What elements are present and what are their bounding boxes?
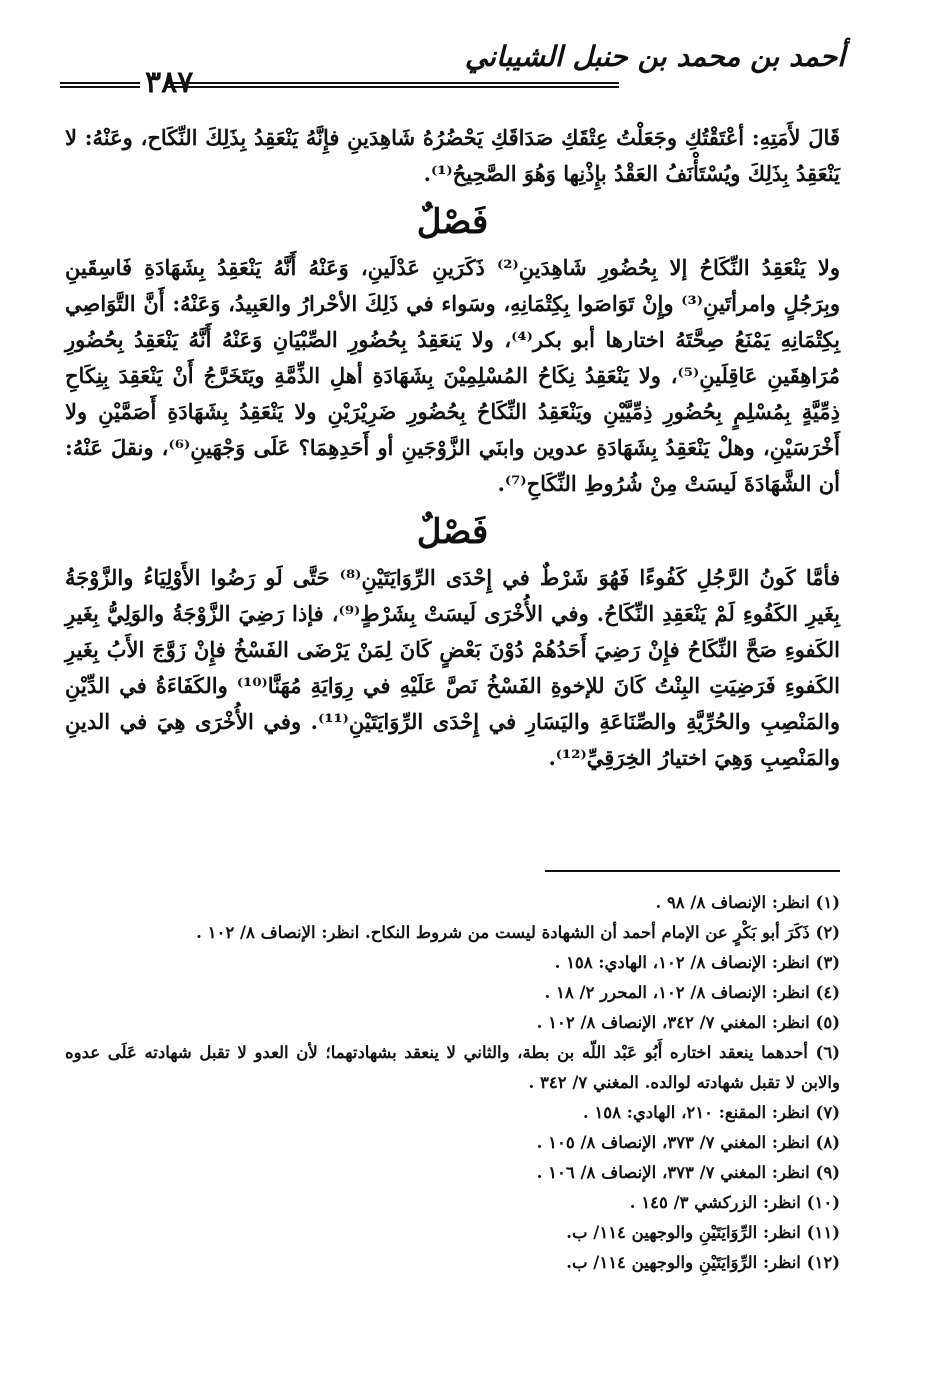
page-number: ٣٨٧: [145, 65, 194, 100]
footnote-5: (٥) انظر: المغني ٧/ ٣٤٢، الإنصاف ٨/ ١٠٢ .: [536, 1013, 840, 1032]
footnote-7: (٧) انظر: المقنع: ٢١٠، الهادي: ١٥٨ .: [582, 1103, 840, 1122]
footnote-2: (٢) ذَكَرَ أبو بَكْرٍ عن الإمام أحمد أن الشهادة ليست من شروط النكاح. انظر: الإنصاف ٨/ ١٠٢ .: [196, 923, 840, 942]
footnote-9: (٩) انظر: المغني ٧/ ٣٧٣، الإنصاف ٨/ ١٠٦ .: [536, 1163, 840, 1182]
footnote-1: (١) انظر: الإنصاف ٨/ ٩٨ .: [655, 893, 840, 912]
footnote-3: (٣) انظر: الإنصاف ٨/ ١٠٢، الهادي: ١٥٨ .: [554, 953, 840, 972]
footnote-8: (٨) انظر: المغني ٧/ ٣٧٣، الإنصاف ٨/ ١٠٥ .: [536, 1133, 840, 1152]
header-rule-left: [60, 82, 140, 88]
main-text: [65, 120, 840, 776]
section-heading-2: فَصْلٌ: [416, 512, 489, 552]
header-rule: [165, 82, 619, 88]
running-title: أحمد بن محمد بن حنبل الشيباني: [464, 40, 845, 73]
footnote-4: (٤) انظر: الإنصاف ٨/ ١٠٢، المحرر ٢/ ١٨ .: [544, 983, 840, 1002]
section-heading-1: فَصْلٌ: [416, 202, 489, 242]
footnotes: [65, 888, 840, 1278]
footnote-10: (١٠) انظر: الزركشي ٣/ ١٤٥ .: [629, 1193, 840, 1212]
footnote-separator: [545, 870, 840, 872]
paragraph-3: فأمَّا كَونُ الرَّجُلِ كَفُوءًا فَهُوَ شَرْطٌ في إِحْدَى الرِّوَايَتَيْنِ⁽⁸⁾ حَتَّى لَو رَضُوا الأَوْلِيَاءُ والزَّوْجَةُ بِغَيرِ الكَفُوءِ لَمْ يَنْعَقِدِ النِّكَاحُ. وفي الأُخْرَى لَيسَتْ بِشَرْطٍ⁽⁹⁾، فإذا رَضِيَ الزَّوْجَةُ والوَلِيُّ بِغَيرِ الكَفوءِ صَحَّ النِّكَاحُ فإِنْ رَضِيَ أَحَدُهُمْ دُوْنَ بَعْضٍ كَانَ لِمَنْ يَرْضَى الفَسْخُ فإِنْ زَوَّجَ الأَبُ بِغَيرِ الكَفوءِ فَرَضِيَتِ البِنْتُ كَانَ للإخوةِ الفَسْخُ نَصَّ عَلَيْهِ في رِوَايَةِ مُهَنَّا⁽¹⁰⁾ والكَفَاءَةُ في الدِّيْنِ والمَنْصِبِ والحُرِّيَّةِ والصِّنَاعَةِ واليَسَارِ في إِحْدَى الرِّوَايَتَيْنِ⁽¹¹⁾. وفي الأُخْرَى هِيَ في الدينِ والمَنْصِبِ وَهِيَ اختيارُ الخِرَقِيِّ⁽¹²⁾.: [65, 565, 840, 770]
paragraph-1: قَالَ لأَمَتِهِ: أعْتَقْتُكِ وجَعَلْتُ عِتْقَكِ صَدَاقَكِ يَحْضُرُهُ شَاهِدَينِ فإِنَّهُ يَنْعَقِدُ بِذَلِكَ النِّكَاح، وعَنْهُ: لا يَنْعَقِدُ بِذَلِكَ ويُسْتَأْنَفُ العَقْدُ بإِذْنِها وَهُوَ الصَّحِيحُ⁽¹⁾.: [65, 125, 840, 186]
paragraph-2: ولا يَنْعَقِدُ النِّكَاحُ إلا بِحُضُورِ شَاهِدَينِ⁽²⁾ ذَكَرَينِ عَدْلَينِ، وَعَنْهُ أَنَّهُ يَنْعَقِدُ بِشَهَادَةِ فَاسِقَينِ وبِرَجُلٍ وامرأتَينِ⁽³⁾ وإِنْ تَوَاصَوا بِكِتْمَانِهِ، وسَواء في ذَلِكَ الأحْرارُ والعَبِيدُ، وَعَنْهُ: أَنَّ التَّوَاصِي بِكِتْمَانِهِ يَمْنَعُ صِحَّتَهُ اختارها أبو بكر⁽⁴⁾، ولا يَنعَقِدُ بِحُضُورِ الصِّبْيَانِ وَعَنْهُ أَنَّهُ يَنْعَقِدُ بِحُضُورِ مُرَاهِقَينِ عَاقِلَينِ⁽⁵⁾، ولا يَنْعَقِدُ نِكَاحُ المُسْلِمِيْنَ بِشَهَادَةِ أهلِ الذِّمَّةِ ويَتَخَرَّجُ أَنْ يَنْعَقِدَ بِنِكَاحِ ذِمِّيَّةٍ بِمُسْلِمٍ بِحُضُورِ ذِمِّيَّيْنِ ويَنْعَقِدُ النِّكَاحُ بِحُضُورِ ضَرِيْرَيْنِ ولا يَنْعَقِدُ بِشَهَادَةِ أَصَمَّيْنِ ولا أَخْرَسَيْنِ، وهلْ يَنْعَقِدُ بِشَهَادَةِ عدوين وابنَي الزَّوْجَينِ أو أَحَدِهِمَا؟ عَلَى وَجْهَينِ⁽⁶⁾، ونقلَ عَنْهُ: أن الشَّهَادَةَ لَيسَتْ مِنْ شُرُوطِ النِّكَاحِ⁽⁷⁾.: [65, 255, 841, 496]
footnote-6: (٦) أحدهما ينعقد اختاره أَبُو عَبْد اللّه بن بطة، والثاني لا ينعقد بشهادتهما؛ لأن العدو لا تقبل شهادته عَلَى عدوه والابن لا تقبل شهادته لوالده. المغني ٧/ ٣٤٢ .: [65, 1043, 840, 1092]
footnote-12: (١٢) انظر: الرِّوَايَتَيْنِ والوجهين ١١٤/ ب.: [566, 1253, 840, 1272]
footnote-11: (١١) انظر: الرِّوَايَتَيْنِ والوجهين ١١٤/ ب.: [566, 1223, 840, 1242]
